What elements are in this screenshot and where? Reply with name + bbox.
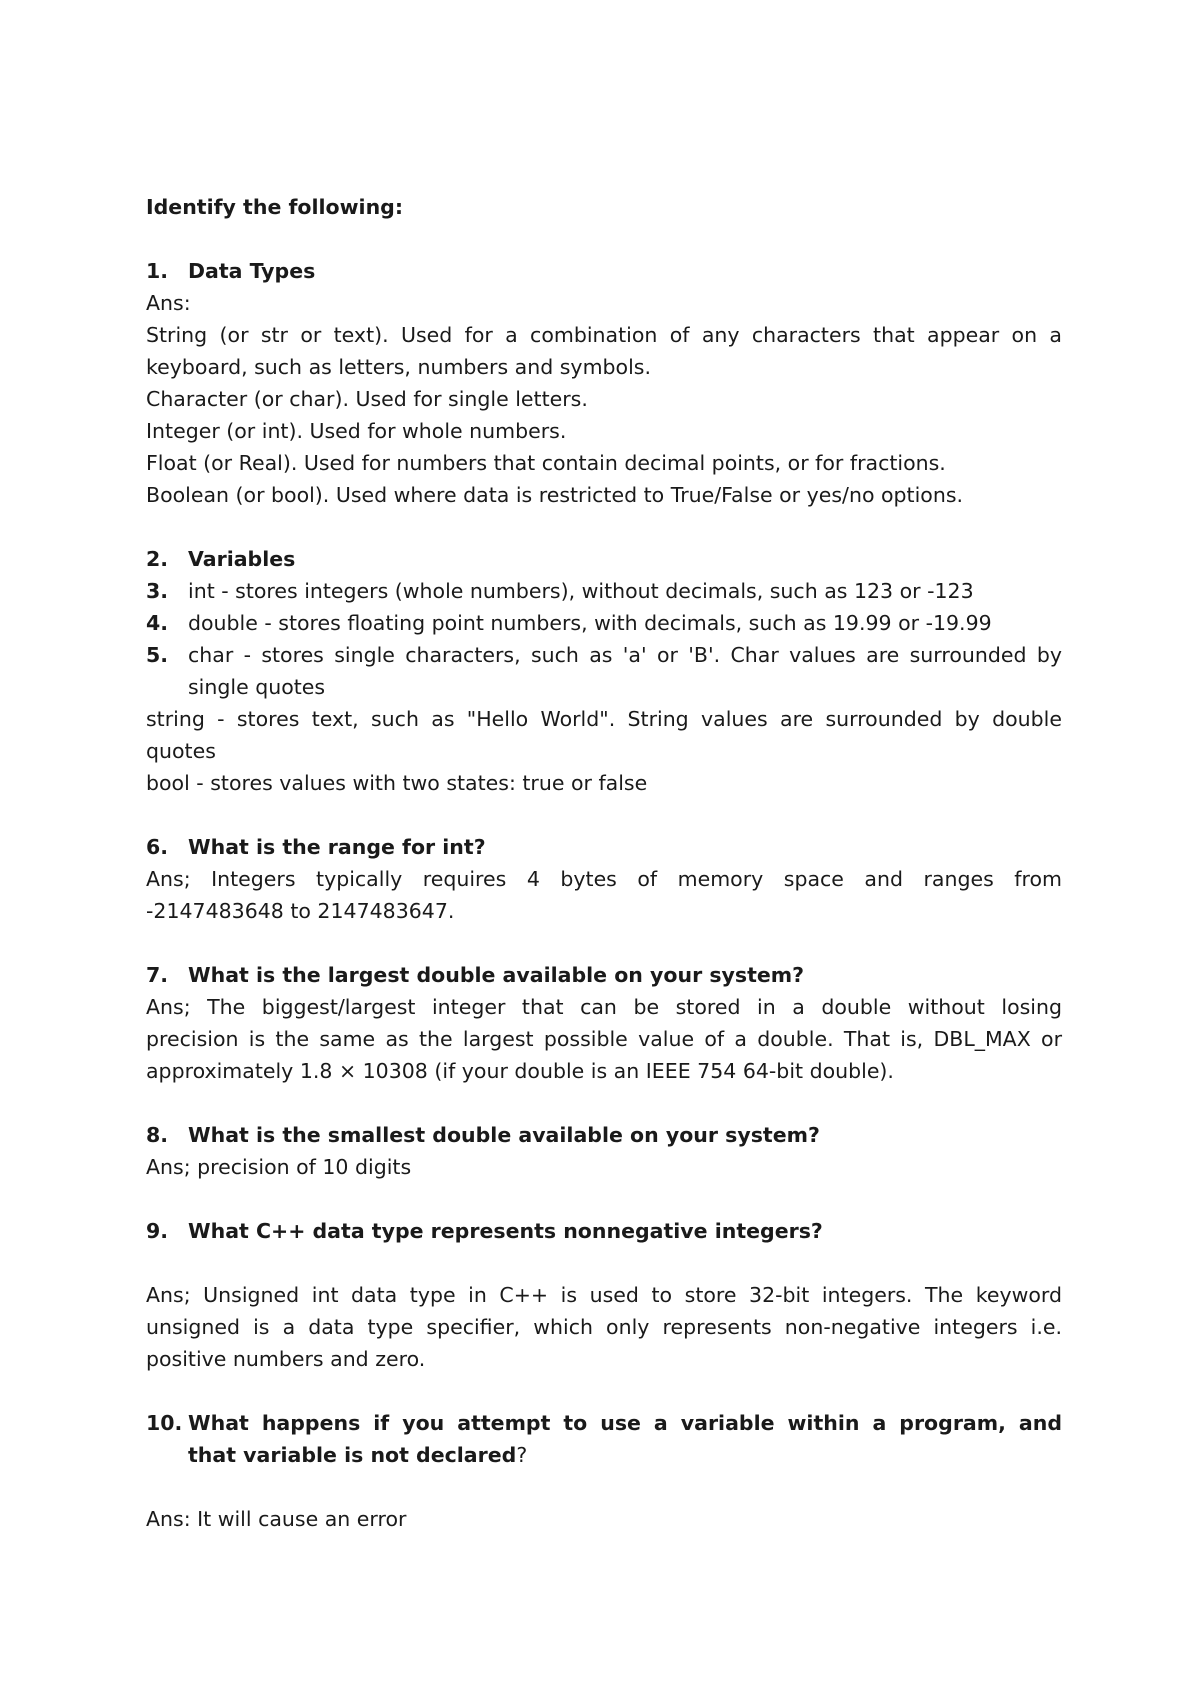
string-var-line-2: quotes — [146, 739, 216, 763]
spacer — [146, 799, 1062, 831]
list-item-text: int - stores integers (whole numbers), without decimals, such as 123 or -123 — [188, 579, 974, 603]
question-5 — [146, 639, 1062, 703]
question-number: 1. — [146, 259, 169, 283]
answer-bool: Boolean (or bool). Used where data is restricted to True/False or yes/no options. — [146, 483, 964, 507]
spacer — [146, 1375, 1062, 1407]
spacer — [146, 1183, 1062, 1215]
question-number: 4. — [146, 611, 169, 635]
question-number: 6. — [146, 835, 169, 859]
question-title: What C++ data type represents nonnegative integers? — [188, 1219, 823, 1243]
question-number: 8. — [146, 1123, 169, 1147]
question-title-line-2 — [188, 1439, 1062, 1471]
answer-line: Ans: It will cause an error — [146, 1507, 407, 1531]
answer-line-3: approximately 1.8 × 10308 (if your double is an IEEE 754 64-bit double). — [146, 1059, 894, 1083]
question-10 — [146, 1407, 1062, 1471]
answer-label: Ans: — [146, 291, 191, 315]
question-title: What is the largest double available on your system? — [188, 963, 805, 987]
question-number: 3. — [146, 579, 169, 603]
answer-line-1: Ans; Integers typically requires 4 bytes of memory space and ranges from — [146, 867, 1062, 891]
question-1 — [146, 255, 1062, 287]
question-title-line-1: What happens if you attempt to use a variable within a program, and — [188, 1411, 1062, 1435]
question-6 — [146, 831, 1062, 863]
question-title-line-2-text: that variable is not declared — [188, 1443, 517, 1467]
bool-var-line: bool - stores values with two states: true or false — [146, 771, 648, 795]
question-number: 2. — [146, 547, 169, 571]
question-title: What is the range for int? — [188, 835, 486, 859]
question-number: 10. — [146, 1411, 183, 1435]
question-number: 9. — [146, 1219, 169, 1243]
question-title: What is the smallest double available on your system? — [188, 1123, 820, 1147]
list-item-text: double - stores floating point numbers, with decimals, such as 19.99 or -19.99 — [188, 611, 992, 635]
question-7 — [146, 959, 1062, 991]
spacer — [146, 1247, 1062, 1279]
question-title: Data Types — [188, 259, 316, 283]
question-number: 5. — [146, 643, 169, 667]
answer-line-2: -2147483648 to 2147483647. — [146, 899, 455, 923]
answer-int: Integer (or int). Used for whole numbers. — [146, 419, 567, 443]
answer-char: Character (or char). Used for single letters. — [146, 387, 588, 411]
answer-line-2: precision is the same as the largest possible value of a double. That is, DBL_MAX or — [146, 1027, 1062, 1051]
question-3 — [146, 575, 1062, 607]
list-item-line-1: char - stores single characters, such as 'a' or 'B'. Char values are surrounded by — [188, 643, 1062, 667]
spacer — [146, 511, 1062, 543]
spacer — [146, 1471, 1062, 1503]
document-body — [146, 191, 1062, 1535]
list-item-text — [188, 639, 1062, 703]
intro-heading: Identify the following: — [146, 195, 404, 219]
answer-line-2: unsigned is a data type specifier, which only represents non-negative integers i.e. — [146, 1315, 1062, 1339]
question-title — [188, 1407, 1062, 1471]
question-number: 7. — [146, 963, 169, 987]
question-4 — [146, 607, 1062, 639]
answer-line-1: Ans; The biggest/largest integer that can be stored in a double without losing — [146, 995, 1062, 1019]
answer-line-3: positive numbers and zero. — [146, 1347, 426, 1371]
answer-float: Float (or Real). Used for numbers that contain decimal points, or for fractions. — [146, 451, 946, 475]
answer-string-line-1: String (or str or text). Used for a combination of any characters that appear on a — [146, 323, 1062, 347]
question-2 — [146, 543, 1062, 575]
string-var-line-1: string - stores text, such as "Hello World". String values are surrounded by double — [146, 707, 1062, 731]
question-9 — [146, 1215, 1062, 1247]
spacer — [146, 223, 1062, 255]
spacer — [146, 1087, 1062, 1119]
list-item-line-2: single quotes — [188, 675, 326, 699]
answer-line-1: Ans; Unsigned int data type in C++ is used to store 32-bit integers. The keyword — [146, 1283, 1062, 1307]
question-title: Variables — [188, 547, 296, 571]
question-mark: ? — [516, 1443, 528, 1467]
spacer — [146, 927, 1062, 959]
answer-line: Ans; precision of 10 digits — [146, 1155, 412, 1179]
question-8 — [146, 1119, 1062, 1151]
answer-string-line-2: keyboard, such as letters, numbers and symbols. — [146, 355, 651, 379]
